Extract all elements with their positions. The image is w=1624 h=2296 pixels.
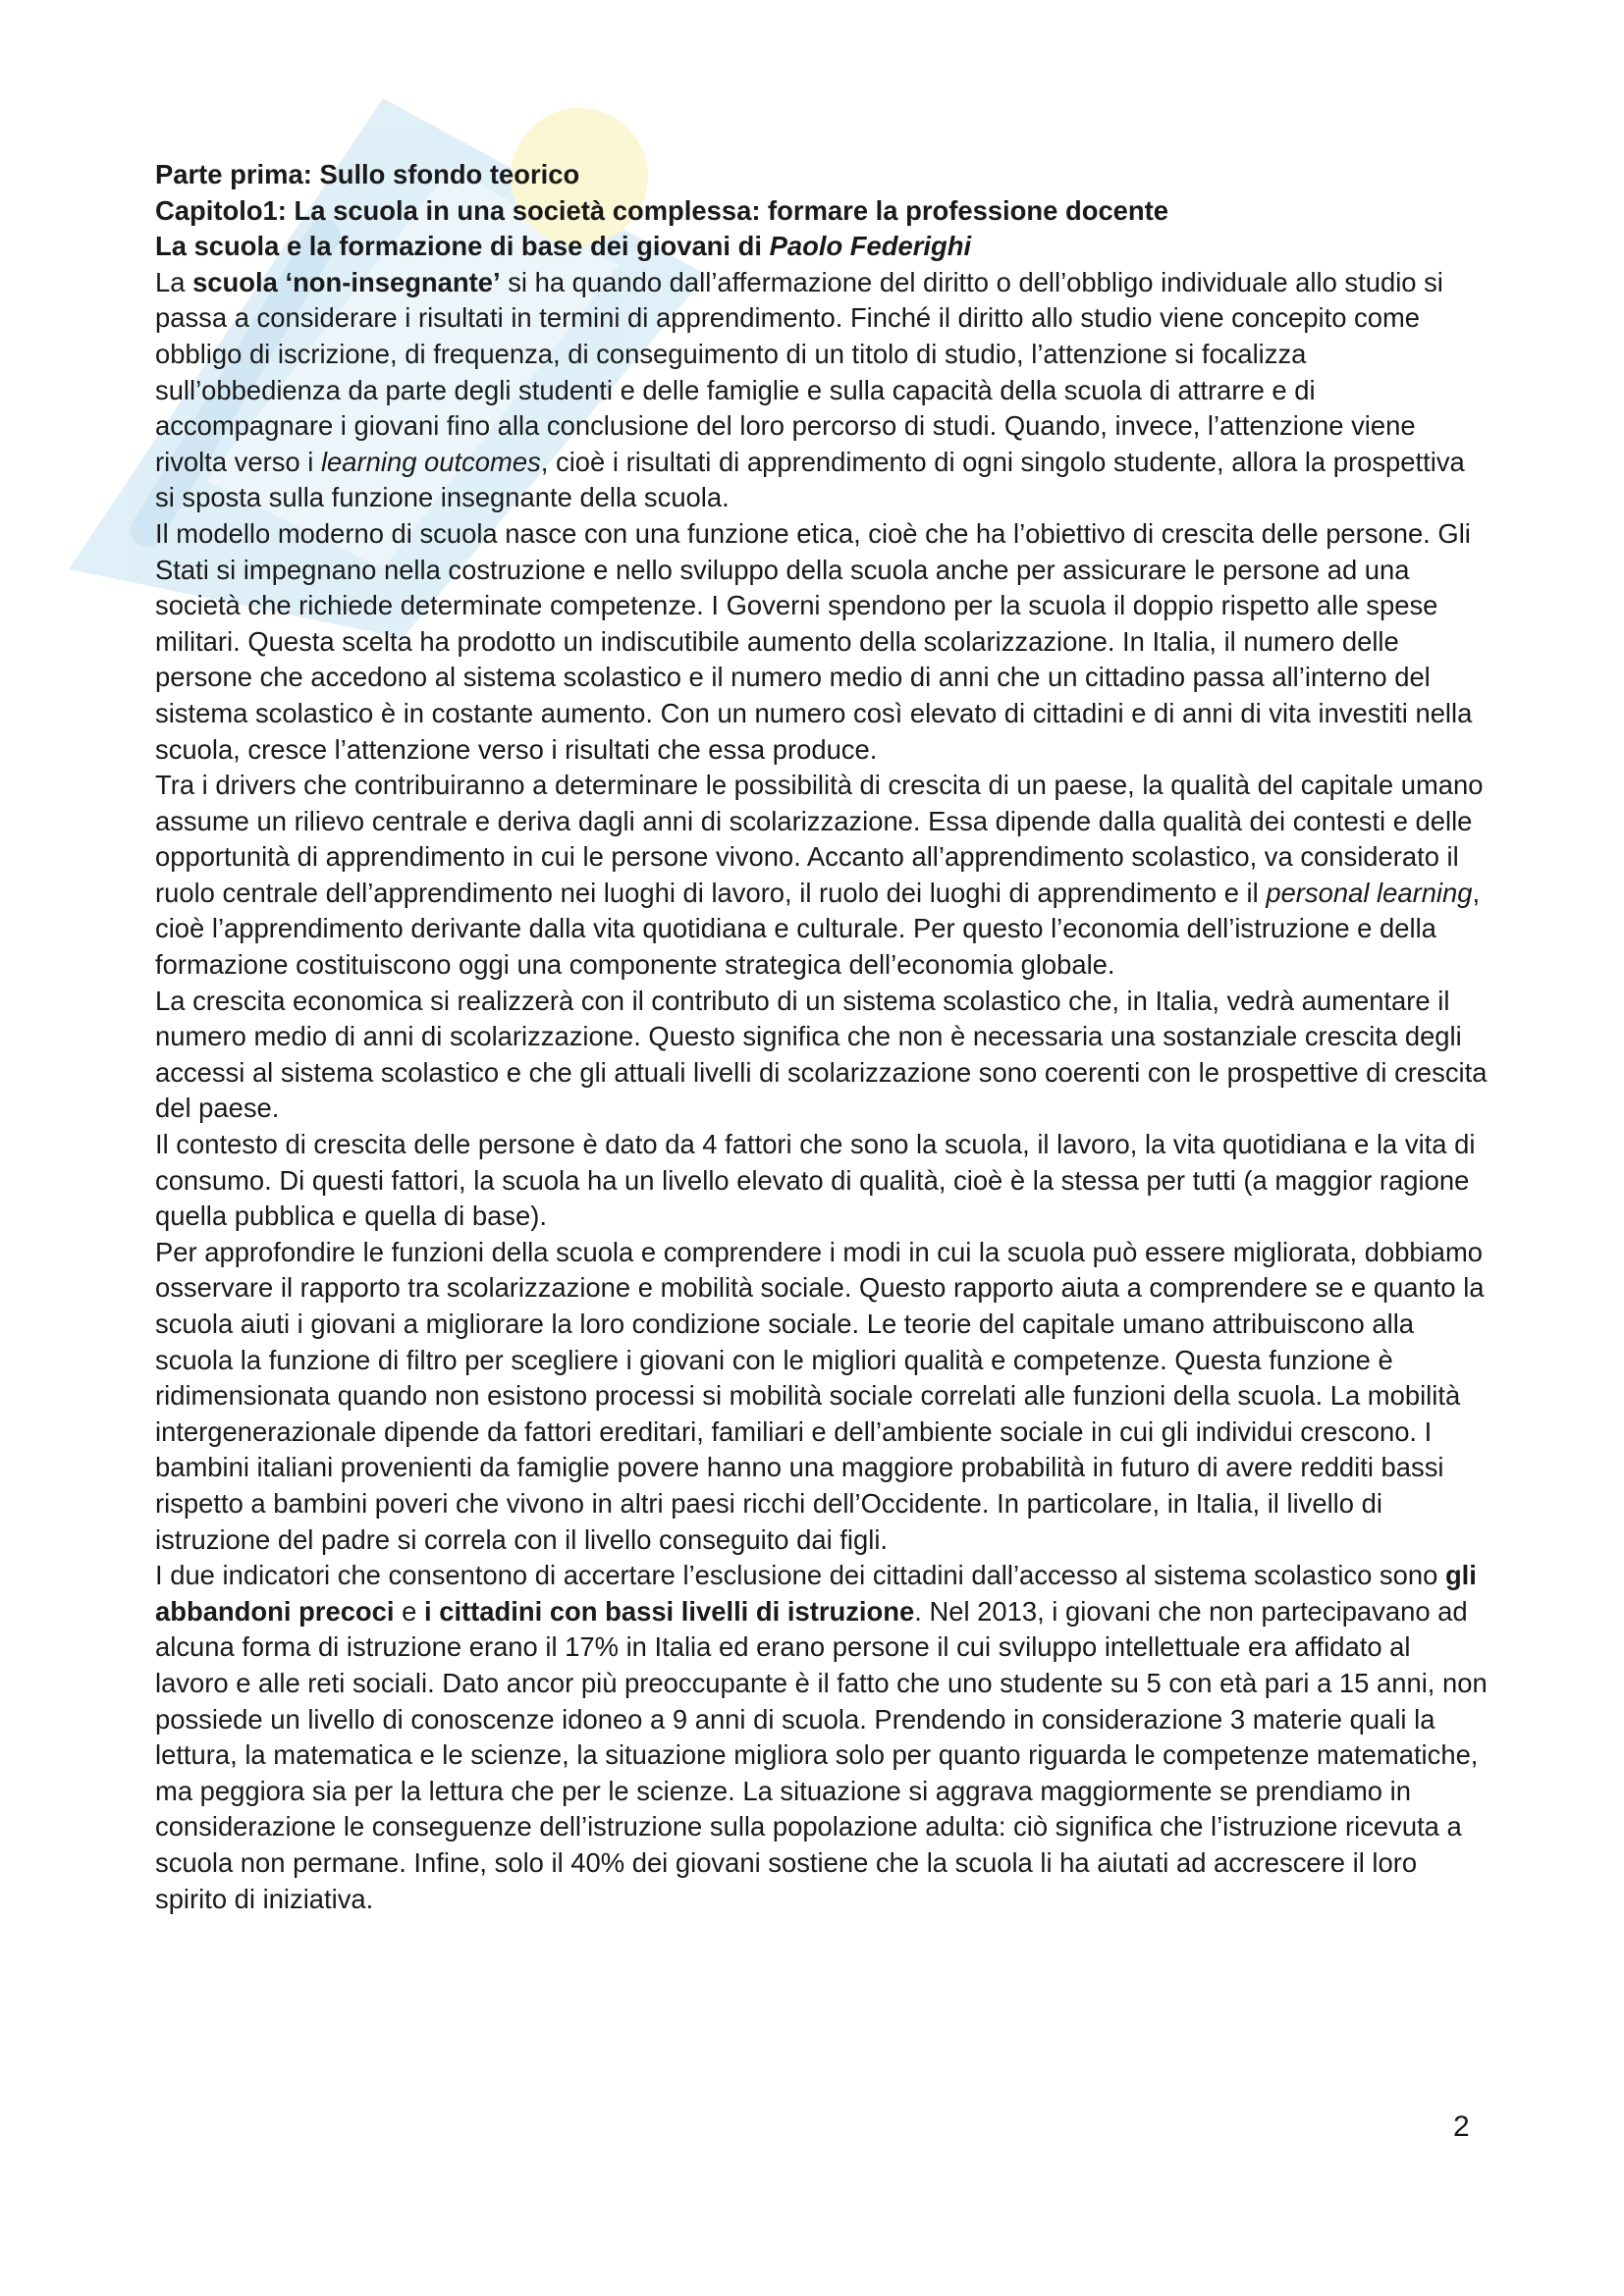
p1-text-3: , cioè i risultati di apprendimento di ogni singolo studente, allora la prospettiva si sposta sulla funzione insegnante della scuola. xyxy=(155,446,1465,513)
paragraph-7 xyxy=(155,1558,1490,1917)
p7-text-1: I due indicatori che consentono di accertare l’esclusione dei cittadini dall’accesso al sistema scolastico sono xyxy=(155,1560,1445,1591)
paragraph-4: La crescita economica si realizzerà con il contributo di un sistema scolastico che, in Italia, vedrà aumentare il numero medio di anni di scolarizzazione. Questo significa che non è necessaria una sostanziale crescita degli accessi al sistema scolastico e che gli attuali livelli di scolarizzazione sono coerenti con le prospettive di crescita del paese. xyxy=(155,985,1488,1124)
section-heading-author: Paolo Federighi xyxy=(769,231,972,262)
paragraph-3 xyxy=(155,768,1490,984)
paragraph-1 xyxy=(155,265,1490,516)
p7-text-3: . Nel 2013, i giovani che non partecipavano ad alcuna forma di istruzione erano il 17% in Italia ed erano persone il cui sviluppo intellettuale era affidato al lavoro e alle reti sociali. Dato ancor più preoccupante è il fatto che uno studente su 5 con età pari a 15 anni, non possiede un livello di conoscenze idoneo a 9 anni di scuola. Prendendo in considerazione 3 materie quali la lettura, la matematica e le scienze, la situazione migliora solo per quanto riguarda le competenze matematiche, ma peggiora sia per la lettura che per le scienze. La situazione si aggrava maggiormente se prendiamo in considerazione le conseguenze dell’istruzione sulla popolazione adulta: ciò significa che l’istruzione ricevuta a scuola non permane. Infine, solo il 40% dei giovani sostiene che la scuola li ha aiutati ad accrescere il loro spirito di iniziativa. xyxy=(155,1595,1488,1914)
paragraph-2: Il modello moderno di scuola nasce con una funzione etica, cioè che ha l’obiettivo di crescita delle persone. Gli Stati si impegnano nella costruzione e nello sviluppo della scuola anche per assicurare le persone ad una società che richiede determinate competenze. I Governi spendono per la scuola il doppio rispetto alle spese militari. Questa scelta ha prodotto un indiscutibile aumento della scolarizzazione. In Italia, il numero delle persone che accedono al sistema scolastico e il numero medio di anni che un cittadino passa all’interno del sistema scolastico è in costante aumento. Con un numero così elevato di cittadini e di anni di vita investiti nella scuola, cresce l’attenzione verso i risultati che essa produce. xyxy=(155,517,1473,765)
chapter-heading: Capitolo1: La scuola in una società complessa: formare la professione docente xyxy=(155,194,1168,226)
p7-bold-2: i cittadini con bassi livelli di istruzione xyxy=(423,1595,915,1627)
section-heading-text: La scuola e la formazione di base dei giovani di xyxy=(155,231,770,262)
paragraph-5: Il contesto di crescita delle persone è dato da 4 fattori che sono la scuola, il lavoro, la vita quotidiana e la vita di consumo. Di questi fattori, la scuola ha un livello elevato di qualità, cioè è la stessa per tutti (a maggior ragione quella pubblica e quella di base). xyxy=(155,1129,1476,1232)
document-body xyxy=(155,157,1490,1917)
p1-text-2: si ha quando dall’affermazione del diritto o dell’obbligo individuale allo studio si passa a considerare i risultati in termini di apprendimento. Finché il diritto allo studio viene concepito come obbligo di iscrizione, di frequenza, di conseguimento di un titolo di studio, l’attenzione si focalizza sull’obbedienza da parte degli studenti e delle famiglie e sulla capacità della scuola di attrarre e di accompagnare i giovani fino alla conclusione del loro percorso di studi. Quando, invece, l’attenzione viene rivolta verso i xyxy=(155,266,1443,477)
p1-italic-1: learning outcomes xyxy=(320,446,541,477)
page-number: 2 xyxy=(1453,2110,1470,2143)
p1-bold-1: scuola ‘non-insegnante’ xyxy=(192,266,501,297)
p3-text-1: Tra i drivers che contribuiranno a determinare le possibilità di crescita di un paese, la qualità del capitale umano assume un rilievo centrale e deriva dagli anni di scolarizzazione. Essa dipende dalla qualità dei contesti e delle opportunità di apprendimento in cui le persone vivono. Accanto all’apprendimento scolastico, va considerato il ruolo centrale dell’apprendimento nei luoghi di lavoro, il ruolo dei luoghi di apprendimento e il xyxy=(155,770,1484,908)
paragraph-6: Per approfondire le funzioni della scuola e comprendere i modi in cui la scuola può essere migliorata, dobbiamo osservare il rapporto tra scolarizzazione e mobilità sociale. Questo rapporto aiuta a comprendere se e quanto la scuola aiuti i giovani a migliorare la loro condizione sociale. Le teorie del capitale umano attribuiscono alla scuola la funzione di filtro per scegliere i giovani con le migliori qualità e competenze. Questa funzione è ridimensionata quando non esistono processi si mobilità sociale correlati alle funzioni della scuola. La mobilità intergenerazionale dipende da fattori ereditari, familiari e dell’ambiente sociale in cui gli individui crescono. I bambini italiani provenienti da famiglie povere hanno una maggiore probabilità in futuro di avere redditi bassi rispetto a bambini poveri che vivono in altri paesi ricchi dell’Occidente. In particolare, in Italia, il livello di istruzione del padre si correla con il livello conseguito dai figli. xyxy=(155,1236,1485,1555)
p3-text-2: , cioè l’apprendimento derivante dalla vita quotidiana e culturale. Per questo l’economia dell’istruzione e della formazione costituiscono oggi una componente strategica dell’economia globale. xyxy=(155,877,1481,981)
section-heading xyxy=(155,229,1490,265)
p7-bold-1: gli abbandoni precoci xyxy=(155,1560,1477,1627)
p7-text-2: e xyxy=(394,1595,424,1627)
part-heading: Parte prima: Sullo sfondo teorico xyxy=(155,159,580,189)
p3-italic-1: personal learning xyxy=(1266,877,1473,908)
p1-text-1: La xyxy=(155,266,193,297)
